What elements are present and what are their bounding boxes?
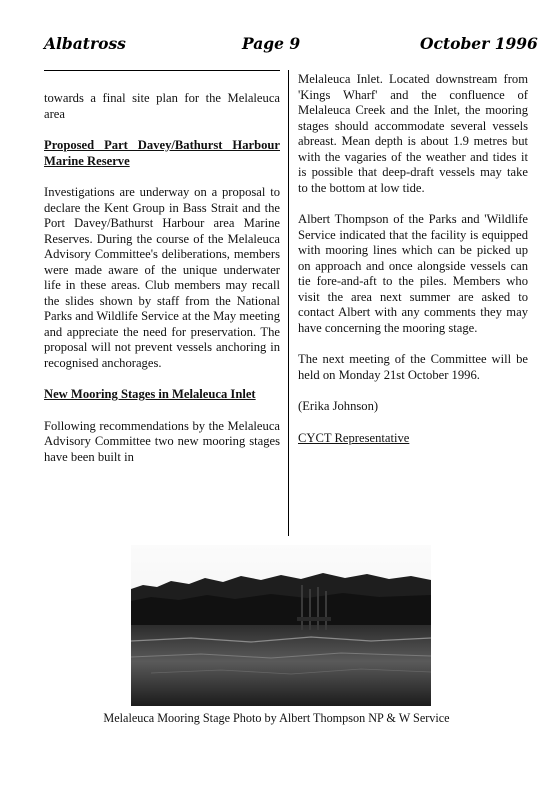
mooring-location-paragraph: Melaleuca Inlet. Located downstream from 'Kings Wharf' and the confluence of Melaleuca Creek and the Inlet, the mooring stages should accommodate several vessels abreast. Mean depth is about 1.9 metres but with the vagaries of the weather and tides it is possible that deep-draft vessels may take to the bottom at low tide. [298,72,528,195]
right-column [298,72,528,462]
left-column [44,91,280,481]
marine-reserve-heading: Proposed Part Davey/Bathurst Harbour Marine Reserve [44,138,280,168]
page-number: Page 9 [242,34,301,53]
issue-date: October 1996 [420,34,538,53]
parks-service-paragraph: Albert Thompson of the Parks and 'Wildlife Service indicated that the facility is equipped with mooring lines which can be picked up on approach and once alongside vessels can tie fore-and-aft to the piles. Members who visit the area next summer are asked to contact Albert with any comments they may have concerning the mooring stage. [298,212,528,335]
mooring-stage-photo [131,545,431,706]
photo-caption: Melaleuca Mooring Stage Photo by Albert Thompson NP & W Service [103,711,450,725]
mooring-stages-paragraph: Following recommendations by the Melaleuca Advisory Committee two new mooring stages have been built in [44,418,280,464]
column-divider [288,70,289,536]
signature-name: (Erika Johnson) [298,399,379,413]
newsletter-title: Albatross [44,34,126,53]
marine-reserve-paragraph: Investigations are underway on a proposal to declare the Kent Group in Bass Strait and the Port Davey/Bathurst Harbour area Marine Reserves. During the course of the Melaleuca Advisory Committee's deliberations, members were made aware of the unique underwater life in these areas. Club members may recall the slides shown by staff from the National Parks and Wildlife Service at the May meeting and appreciate the need for preservation. The proposal will not prevent vessels anchoring in recognised anchorages. [44,185,280,370]
signature-title: CYCT Representative [298,430,410,445]
next-meeting-paragraph: The next meeting of the Committee will be held on Monday 21st October 1996. [298,352,528,382]
header-rule [44,70,280,71]
intro-paragraph: towards a final site plan for the Melaleuca area [44,91,280,121]
mooring-stages-heading: New Mooring Stages in Melaleuca Inlet [44,387,256,401]
